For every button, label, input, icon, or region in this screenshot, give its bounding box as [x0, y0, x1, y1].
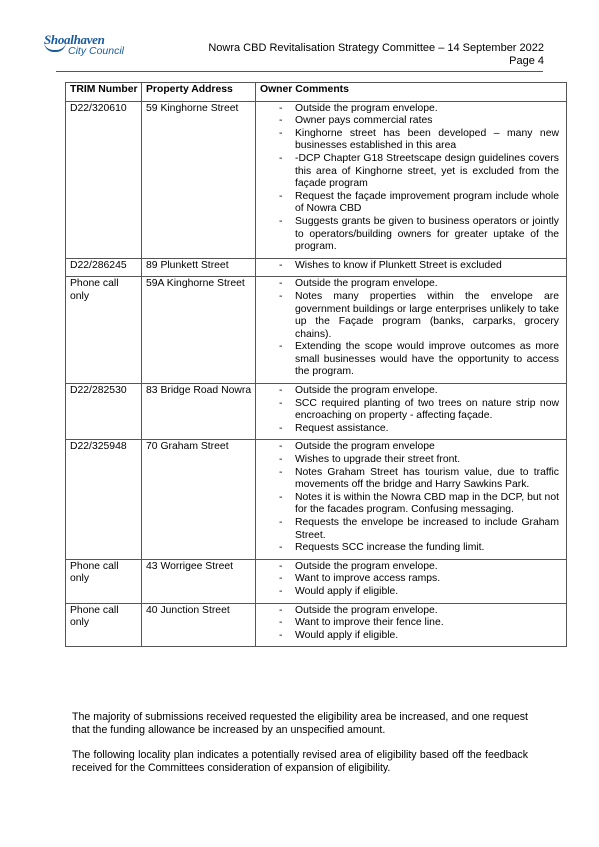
comment-item: - Request the façade improvement program include whole of Nowra CBD: [279, 191, 559, 216]
comment-list: [260, 260, 563, 273]
comment-item: - Want to improve their fence line.: [279, 617, 559, 630]
trim-number-cell: Phone call only: [66, 559, 142, 603]
comment-item: - Wishes to upgrade their street front.: [279, 454, 559, 467]
table-row: [66, 101, 567, 258]
summary-paragraph: The majority of submissions received requested the eligibility area be increased, and one request that the funding allowance be increased by an unspecified amount.: [72, 711, 528, 736]
logo-subtitle: City Council: [68, 45, 125, 57]
comment-item: - Outside the program envelope.: [279, 605, 559, 618]
table-row: [66, 440, 567, 559]
table-header-row: [66, 83, 567, 102]
owner-comments-cell: [256, 101, 567, 258]
table-row: [66, 384, 567, 440]
header-owner-comments: Owner Comments: [256, 83, 567, 102]
comment-item: - Would apply if eligible.: [279, 630, 559, 643]
trim-number-cell: D22/282530: [66, 384, 142, 440]
page-number: Page 4: [509, 55, 544, 67]
header-trim-number: TRIM Number: [66, 83, 142, 102]
trim-number-cell: D22/320610: [66, 101, 142, 258]
property-address-cell: 83 Bridge Road Nowra: [142, 384, 256, 440]
locality-paragraph: The following locality plan indicates a potentially revised area of eligibility based off the feedback received for the Committees consideration of expansion of eligibility.: [72, 749, 528, 774]
owner-comments-cell: [256, 258, 567, 277]
comment-item: - Owner pays commercial rates: [279, 115, 559, 128]
comment-list: [260, 605, 563, 643]
comment-item: - Outside the program envelope.: [279, 103, 559, 116]
owner-comments-cell: [256, 277, 567, 384]
table-body: [66, 101, 567, 647]
comment-item: - Outside the program envelope: [279, 441, 559, 454]
owner-comments-cell: [256, 384, 567, 440]
trim-number-cell: Phone call only: [66, 277, 142, 384]
comment-item: - Outside the program envelope.: [279, 561, 559, 574]
comment-item: - Notes it is within the Nowra CBD map in the DCP, but not for the facades program. Confusing messaging.: [279, 492, 559, 517]
owner-comments-cell: [256, 559, 567, 603]
comment-list: [260, 278, 563, 379]
trim-number-cell: Phone call only: [66, 603, 142, 647]
comment-item: - Outside the program envelope.: [279, 278, 559, 291]
submissions-table: [65, 82, 567, 647]
property-address-cell: 43 Worrigee Street: [142, 559, 256, 603]
owner-comments-cell: [256, 603, 567, 647]
comment-item: - Suggests grants be given to business operators or jointly to operators/building owners for greater uptake of the program.: [279, 216, 559, 254]
property-address-cell: 40 Junction Street: [142, 603, 256, 647]
property-address-cell: 70 Graham Street: [142, 440, 256, 559]
comment-list: [260, 385, 563, 435]
table-row: [66, 559, 567, 603]
table-row: [66, 277, 567, 384]
logo-brand: Shoalhaven: [44, 32, 105, 47]
header-divider: [56, 71, 543, 72]
comment-item: - Outside the program envelope.: [279, 385, 559, 398]
comment-item: - Notes many properties within the envelope are government buildings or large enterprises unlikely to take up the Façade program (banks, carparks, grocery chains).: [279, 291, 559, 341]
comment-item: - Notes Graham Street has tourism value, due to traffic movements off the bridge and Harry Sawkins Park.: [279, 467, 559, 492]
owner-comments-cell: [256, 440, 567, 559]
comment-item: - Would apply if eligible.: [279, 586, 559, 599]
comment-item: - Want to improve access ramps.: [279, 573, 559, 586]
comment-list: [260, 103, 563, 254]
trim-number-cell: D22/286245: [66, 258, 142, 277]
comment-item: - Kinghorne street has been developed – many new businesses established in this area: [279, 128, 559, 153]
header-property-address: Property Address: [142, 83, 256, 102]
property-address-cell: 89 Plunkett Street: [142, 258, 256, 277]
comment-item: - Request assistance.: [279, 423, 559, 436]
table-row: [66, 258, 567, 277]
trim-number-cell: D22/325948: [66, 440, 142, 559]
comment-item: - Extending the scope would improve outcomes as more small businesses would have the opportunity to access the program.: [279, 341, 559, 379]
comment-item: - Wishes to know if Plunkett Street is excluded: [279, 260, 559, 273]
table-row: [66, 603, 567, 647]
comment-list: [260, 561, 563, 599]
property-address-cell: 59 Kinghorne Street: [142, 101, 256, 258]
comment-list: [260, 441, 563, 554]
document-title: Nowra CBD Revitalisation Strategy Committee – 14 September 2022: [208, 42, 544, 54]
council-logo: [44, 32, 144, 62]
comment-item: - SCC required planting of two trees on nature strip now encroaching on property - affecting façade.: [279, 398, 559, 423]
property-address-cell: 59A Kinghorne Street: [142, 277, 256, 384]
comment-item: - Requests SCC increase the funding limit.: [279, 542, 559, 555]
comment-item: - -DCP Chapter G18 Streetscape design guidelines covers this area of Kinghorne street, yet is excluded from the façade program: [279, 153, 559, 191]
comment-item: - Requests the envelope be increased to include Graham Street.: [279, 517, 559, 542]
